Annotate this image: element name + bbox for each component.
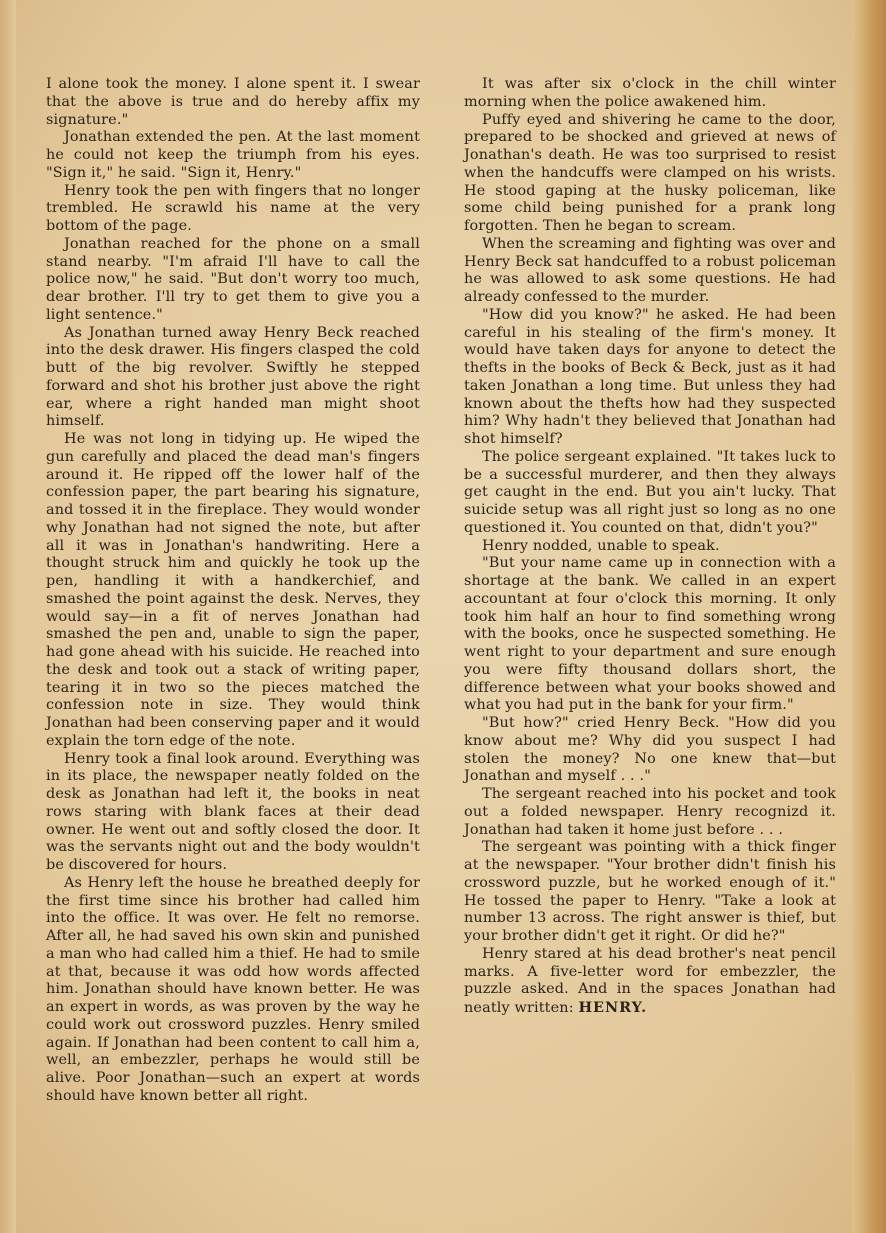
paragraph: "But how?" cried Henry Beck. "How did you know about me? Why did you suspect I had stolen the money? No one knew that—but Jonathan and myself . . ."	[464, 715, 836, 785]
paragraph: "But your name came up in connection with a shortage at the bank. We called in an expert accountant at four o'clock this morning. It only took him half an hour to find something wrong with the books, once he suspected something. He went right to your department and sure enough you were fifty thousand dollars short, the difference between what your books showed and what you had put in the bank for your firm."	[464, 555, 836, 714]
right-text-column	[464, 76, 836, 1018]
paragraph: Henry took a final look around. Everything was in its place, the newspaper neatly folded on the desk as Jonathan had left it, the books in neat rows staring with blank faces at their dead owner. He went out and softly closed the door. It was the servants night out and the body wouldn't be discovered for hours.	[46, 750, 420, 873]
paragraph: As Jonathan turned away Henry Beck reached into the desk drawer. His fingers clasped the cold butt of the big revolver. Swiftly he stepped forward and shot his brother just above the right ear, where a right handed man might shoot himself.	[46, 324, 420, 430]
left-text-column	[46, 76, 420, 1106]
final-paragraph-text: Henry stared at his dead brother's neat pencil marks. A five-letter word for embezzler, the puzzle asked. And in the spaces Jonathan had neatly written:	[464, 945, 836, 1016]
paragraph: It was after six o'clock in the chill winter morning when the police awakened him.	[464, 76, 836, 110]
paragraph: Henry nodded, unable to speak.	[482, 537, 720, 554]
paragraph: When the screaming and fighting was over and Henry Beck sat handcuffed to a robust policeman he was allowed to ask some questions. He had already confessed to the murder.	[464, 235, 836, 305]
paragraph: I alone took the money. I alone spent it. I swear that the above is true and do hereby affix my signature."	[46, 76, 420, 128]
page-left-edge	[0, 0, 16, 1233]
paragraph: The sergeant reached into his pocket and took out a folded newspaper. Henry recognizd it. Jonathan had taken it home just before . . .	[464, 786, 836, 838]
final-paragraph	[464, 946, 836, 1018]
paragraph: Puffy eyed and shivering he came to the door, prepared to be shocked and grieved at news of Jonathan's death. He was too surprised to resist when the handcuffs were clamped on his wrists. He stood gaping at the husky policeman, like some child being punished for a prank long forgotten. Then he began to scream.	[464, 111, 836, 234]
paragraph: Jonathan reached for the phone on a small stand nearby. "I'm afraid I'll have to call the police now," he said. "But don't worry too much, dear brother. I'll try to get them to give you a light sentence."	[46, 235, 420, 323]
paragraph: The sergeant was pointing with a thick finger at the newspaper. "Your brother didn't finish his crossword puzzle, but he worked enough of it." He tossed the paper to Henry. "Take a look at number 13 across. The right answer is thief, but your brother didn't get it right. Or did he?"	[464, 839, 836, 944]
page-right-edge	[852, 0, 886, 1233]
paragraph: Jonathan extended the pen. At the last moment he could not keep the triumph from his eyes. "Sign it," he said. "Sign it, Henry."	[46, 129, 420, 181]
paragraph: "How did you know?" he asked. He had been careful in his stealing of the firm's money. It would have taken days for anyone to detect the thefts in the books of Beck & Beck, just as it had taken Jonathan a long time. But unless they had known about the thefts how had they suspected him? Why hadn't they believed that Jonathan had shot himself?	[464, 306, 836, 447]
paragraph: The police sergeant explained. "It takes luck to be a successful murderer, and then they always get caught in the end. But you ain't lucky. That suicide setup was all right just so long as no one questioned it. You counted on that, didn't you?"	[464, 448, 836, 536]
final-word: HENRY.	[578, 999, 648, 1016]
paragraph: As Henry left the house he breathed deeply for the first time since his brother had called him into the office. It was over. He felt no remorse. After all, he had saved his own skin and punished a man who had called him a thief. He had to smile at that, because it was odd how words affected him. Jonathan should have known better. He was an expert in words, as was proven by the way he could work out crossword puzzles. Henry smiled again. If Jonathan had been content to call him a, well, an embezzler, perhaps he would still be alive. Poor Jonathan—such an expert at words should have known better all right.	[46, 874, 420, 1104]
paragraph: Henry took the pen with fingers that no longer trembled. He scrawld his name at the very bottom of the page.	[46, 182, 420, 234]
paragraph: He was not long in tidying up. He wiped the gun carefully and placed the dead man's fingers around it. He ripped off the lower half of the confession paper, the part bearing his signature, and tossed it in the fireplace. They would wonder why Jonathan had not signed the note, but after all it was in Jonathan's handwriting. Here a thought struck him and quickly he took up the pen, handling it with a handkerchief, and smashed the point against the desk. Nerves, they would say—in a fit of nerves Jonathan had smashed the pen and, unable to sign the paper, had gone ahead with his suicide. He reached into the desk and took out a stack of writing paper, tearing it in two so the pieces matched the confession note in size. They would think Jonathan had been conserving paper and it would explain the torn edge of the note.	[46, 431, 420, 749]
